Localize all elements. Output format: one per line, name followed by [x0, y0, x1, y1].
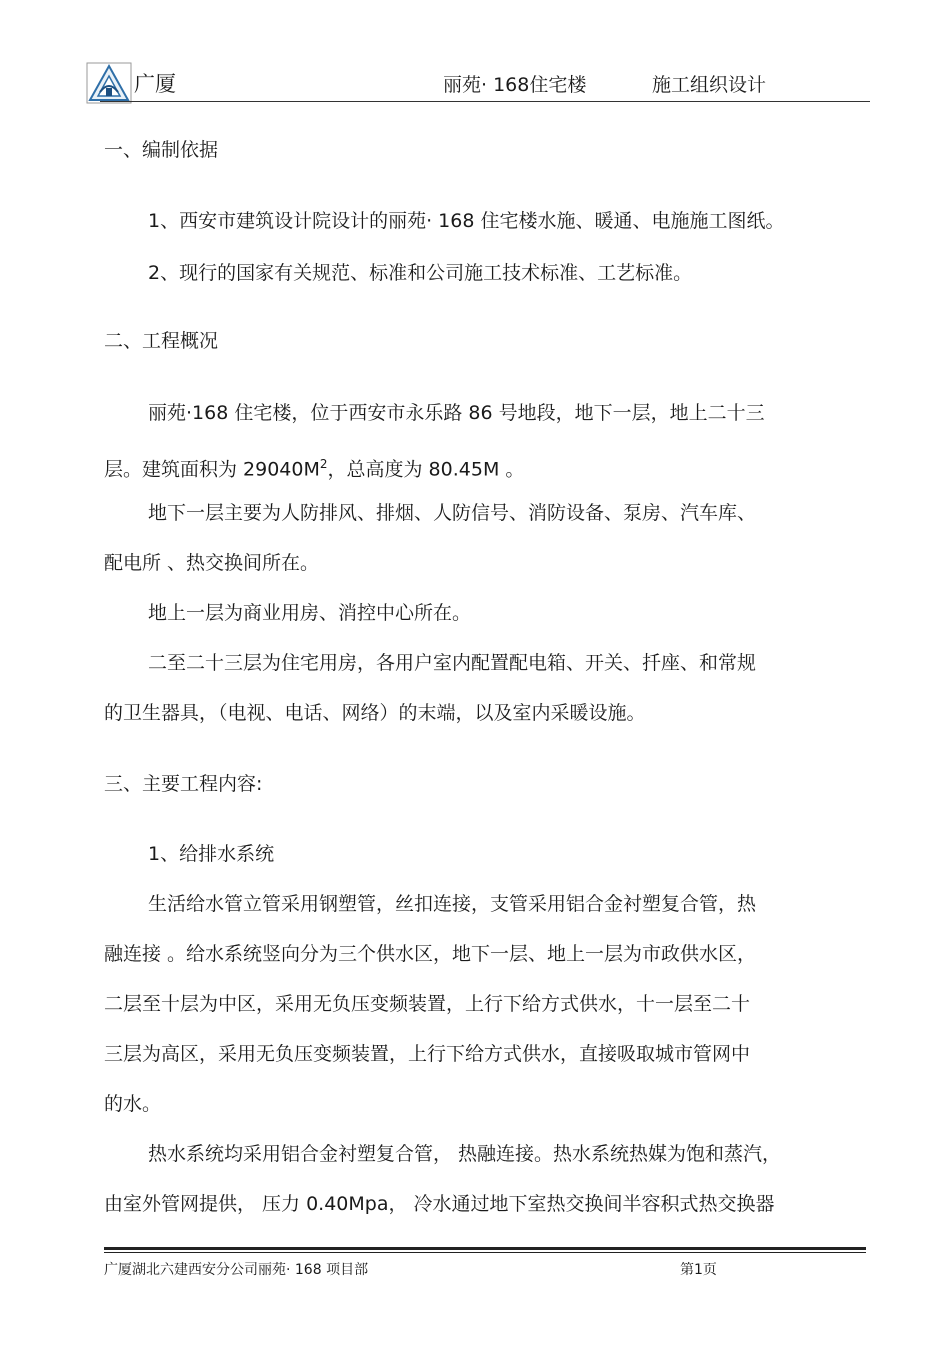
area-text: 层。建筑面积为 29040M	[104, 458, 320, 481]
water-supply-paragraph-line: 二层至十层为中区，采用无负压变频装置，上行下给方式供水，十一层至二十	[104, 993, 751, 1015]
section-heading-scope: 三、主要工程内容:	[104, 773, 263, 795]
height-text: ，总高度为 80.45M 。	[327, 458, 525, 481]
water-supply-paragraph-line: 三层为高区，采用无负压变频装置，上行下给方式供水，直接吸取城市管网中	[104, 1043, 751, 1065]
footer-organization: 广厦湖北六建西安分公司丽苑· 168 项目部	[104, 1262, 369, 1278]
section-heading-basis: 一、编制依据	[104, 139, 219, 161]
residential-paragraph-line: 二至二十三层为住宅用房，各用户室内配置配电箱、开关、扦座、和常规	[148, 652, 757, 674]
project-title: 丽苑· 168住宅楼	[443, 74, 587, 96]
section-heading-overview: 二、工程概况	[104, 330, 219, 352]
water-supply-paragraph-line: 生活给水管立管采用钢塑管，丝扣连接，支管采用铝合金衬塑复合管，热	[148, 893, 757, 915]
company-logo-icon	[86, 62, 132, 104]
company-name: 广厦	[134, 72, 176, 96]
area-superscript: 2	[319, 457, 328, 471]
basis-item-1: 1、西安市建筑设计院设计的丽苑· 168 住宅楼水施、暖通、电施施工图纸。	[148, 210, 785, 232]
basement-paragraph-line: 配电所 、热交换间所在。	[104, 552, 320, 574]
overview-paragraph-line: 丽苑·168 住宅楼，位于西安市永乐路 86 号地段，地下一层，地上二十三	[148, 402, 765, 424]
hot-water-paragraph-line: 热水系统均采用铝合金衬塑复合管， 热融连接。热水系统热媒为饱和蒸汽，	[148, 1143, 782, 1165]
header-divider	[100, 101, 870, 102]
residential-paragraph-line: 的卫生器具，（电视、电话、网络）的末端，以及室内采暖设施。	[104, 702, 646, 724]
subsection-heading-water: 1、给排水系统	[148, 843, 275, 865]
basement-paragraph-line: 地下一层主要为人防排风、排烟、人防信号、消防设备、泵房、汽车库、	[148, 502, 757, 524]
water-supply-paragraph-line: 的水。	[104, 1093, 162, 1115]
page-number: 第1页	[680, 1262, 717, 1278]
hot-water-paragraph-line: 由室外管网提供， 压力 0.40Mpa， 冷水通过地下室热交换间半容积式热交换器	[104, 1193, 775, 1215]
water-supply-paragraph-line: 融连接 。给水系统竖向分为三个供水区，地下一层、地上一层为市政供水区，	[104, 943, 757, 965]
ground-floor-paragraph: 地上一层为商业用房、消控中心所在。	[148, 602, 472, 624]
document-title: 施工组织设计	[652, 74, 767, 96]
footer-divider-thick	[104, 1247, 866, 1250]
basis-item-2: 2、现行的国家有关规范、标准和公司施工技术标准、工艺标准。	[148, 262, 693, 284]
overview-paragraph-line	[104, 451, 524, 482]
footer-divider-thin	[104, 1252, 866, 1253]
